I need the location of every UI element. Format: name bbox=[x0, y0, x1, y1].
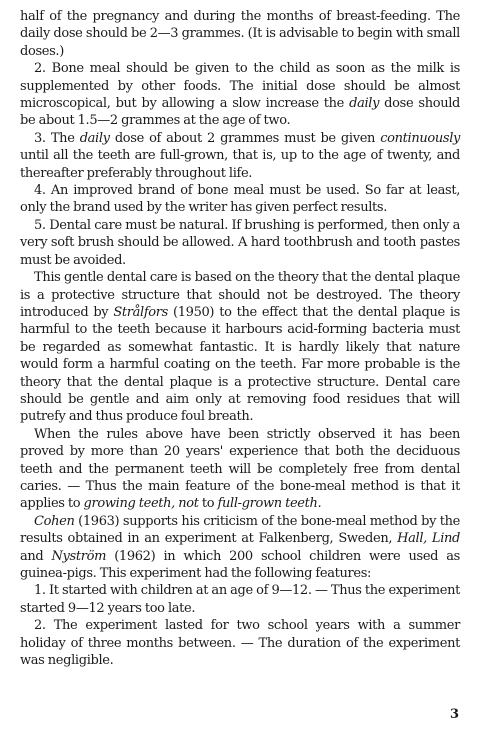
text-run: (1950) to the effect that the dental plaque is harmful to the teeth because it harbours acid-forming bacteria must be regarded as somewhat fantastic. It is hardly likely that nature would form a harmful coating on the teeth. Far more probable is the theory that the dental plaque is a protective structure. Dental care should be gentle and aim only at removing food residues that will putrefy and thus produce foul breath. bbox=[20, 304, 460, 425]
text-run: to bbox=[198, 496, 218, 512]
text-run: This gentle dental care is based on the theory that the dental plaque is a protective structure that should not be destroyed. The theory introduced by bbox=[20, 270, 460, 320]
text-run: 1. It started with children at an age of 9—12. — Thus the experiment started 9—12 years too late. bbox=[20, 583, 460, 616]
text-run: dose should be about 1.5—2 grammes at the age of two. bbox=[20, 96, 460, 129]
text-run: and bbox=[20, 548, 52, 564]
paragraph bbox=[20, 426, 460, 513]
text-run: (1962) in which 200 school children were used as guinea-pigs. This experiment had the following features: bbox=[20, 548, 460, 581]
italic-text: Cohen bbox=[34, 513, 75, 529]
paragraph bbox=[20, 217, 460, 269]
italic-text: full-grown teeth. bbox=[217, 496, 322, 512]
italic-text: Strålfors bbox=[113, 304, 168, 320]
page-number: 3 bbox=[449, 707, 459, 722]
paragraph bbox=[20, 60, 460, 130]
italic-text: Nyström bbox=[51, 548, 107, 564]
italic-text: daily bbox=[79, 130, 110, 146]
text-run: dose of about 2 grammes must be given bbox=[109, 130, 381, 146]
italic-text: Hall, Lind bbox=[397, 531, 460, 547]
paragraph bbox=[20, 8, 460, 60]
text-run: 3. The bbox=[34, 130, 80, 146]
page-body bbox=[20, 8, 460, 669]
text-run: 2. Bone meal should be given to the child as soon as the milk is supplemented by other foods. The initial dose should be almost microscopical, but by allowing a slow increase the bbox=[20, 61, 460, 112]
paragraph bbox=[20, 269, 460, 426]
text-run: 5. Dental care must be natural. If brushing is performed, then only a very soft brush should be allowed. A hard toothbrush and tooth pastes must be avoided. bbox=[20, 217, 460, 268]
italic-text: continuously bbox=[380, 130, 460, 146]
text-run: 4. An improved brand of bone meal must be used. So far at least, only the brand used by the writer has given perfect results. bbox=[20, 183, 460, 216]
text-run: When the rules above have been strictly observed it has been proved by more than 20 years' experience that both the deciduous teeth and the permanent teeth will be completely free from dental caries. — Thus the main feature of the bone-meal method is that it applies to bbox=[20, 426, 460, 512]
text-run: half of the pregnancy and during the months of breast-feeding. The daily dose should be 2—3 grammes. (It is advisable to begin with small doses.) bbox=[20, 9, 460, 59]
text-run: 2. The experiment lasted for two school years with a summer holiday of three months between. — The duration of the experiment was negligible. bbox=[20, 618, 460, 669]
italic-text: growing teeth, not bbox=[83, 496, 199, 512]
paragraph bbox=[20, 513, 460, 583]
paragraph bbox=[20, 582, 460, 617]
italic-text: daily bbox=[349, 96, 380, 112]
paragraph bbox=[20, 182, 460, 217]
paragraph bbox=[20, 617, 460, 669]
text-run: until all the teeth are full-grown, that is, up to the age of twenty, and thereafter preferably throughout life. bbox=[20, 148, 460, 181]
paragraph bbox=[20, 130, 460, 182]
text-run: (1963) supports his criticism of the bone-meal method by the results obtained in an experiment at Falkenberg, Sweden, bbox=[20, 513, 460, 547]
